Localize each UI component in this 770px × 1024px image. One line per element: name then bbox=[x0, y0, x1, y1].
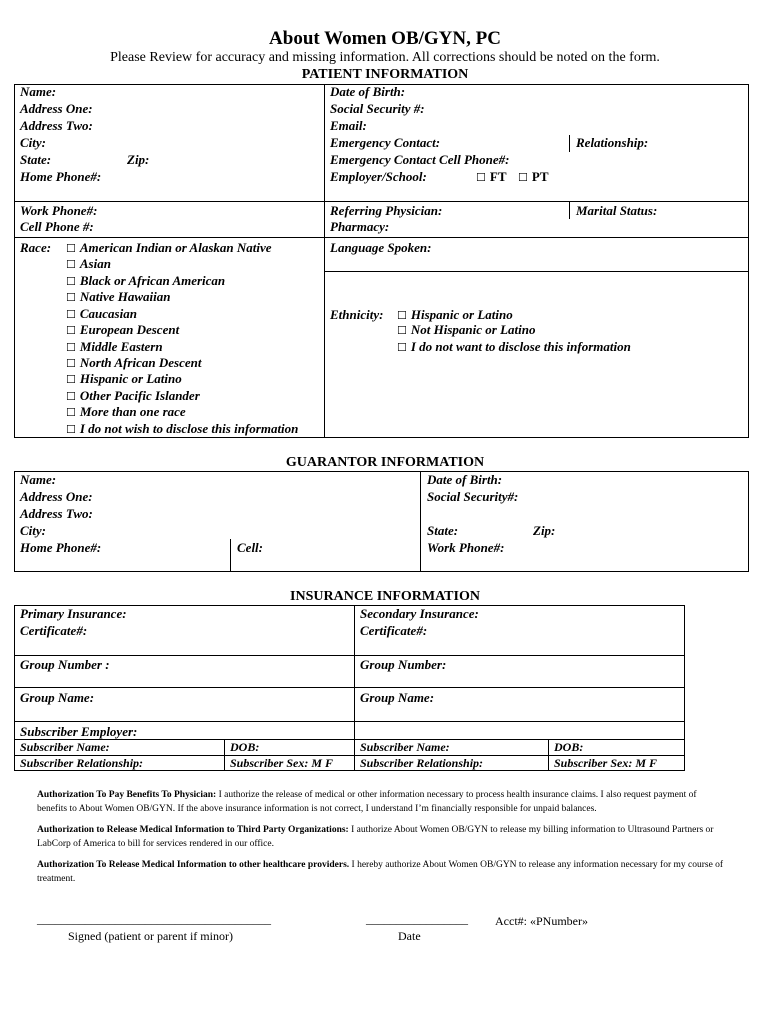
secondary-certificate-field[interactable]: Certificate#: bbox=[360, 623, 428, 638]
authorization-heading: Authorization to Release Medical Information to Third Party Organizations: bbox=[37, 825, 349, 835]
race-option[interactable]: ☐ North African Descent bbox=[66, 355, 201, 371]
authorization-heading: Authorization To Release Medical Information to other healthcare providers. bbox=[37, 860, 350, 870]
patient-email-field[interactable]: Email: bbox=[330, 118, 367, 133]
signature-label: Signed (patient or parent if minor) bbox=[68, 929, 233, 943]
guarantor-ssn-field[interactable]: Social Security#: bbox=[427, 489, 519, 504]
ethnicity-option[interactable]: ☐ Not Hispanic or Latino bbox=[397, 322, 535, 338]
secondary-subscriber-name-field[interactable]: Subscriber Name: bbox=[360, 740, 450, 754]
race-option[interactable]: ☐ American Indian or Alaskan Native bbox=[66, 240, 272, 256]
race-option[interactable]: ☐ European Descent bbox=[66, 322, 179, 338]
pharmacy-field[interactable]: Pharmacy: bbox=[330, 219, 390, 234]
pt-checkbox[interactable]: ☐ PT bbox=[518, 169, 549, 185]
account-number: Acct#: «PNumber» bbox=[495, 914, 588, 928]
patient-city-field[interactable]: City: bbox=[20, 135, 46, 150]
authorization-text: I authorize the release of medical or other information necessary to process health insurance claims. I also request payment of benefits to About Women OB/GYN. If the above insurance information is not correct, I understand I’m financially responsible for unpaid balances. bbox=[37, 790, 697, 814]
patient-section-title: PATIENT INFORMATION bbox=[301, 67, 469, 82]
race-option[interactable]: ☐ Middle Eastern bbox=[66, 339, 163, 355]
guarantor-address-two-field[interactable]: Address Two: bbox=[20, 506, 93, 521]
ethnicity-option[interactable]: ☐ I do not want to disclose this information bbox=[397, 339, 631, 355]
patient-zip-field[interactable]: Zip: bbox=[127, 152, 150, 167]
marital-status-field[interactable]: Marital Status: bbox=[576, 203, 658, 218]
patient-work-phone-field[interactable]: Work Phone#: bbox=[20, 203, 98, 218]
authorization-text: I authorize About Women OB/GYN to release my billing information to Ultrasound Partners or LabCorp of America to bill for services rendered in our office. bbox=[37, 825, 714, 849]
guarantor-section-title: GUARANTOR INFORMATION bbox=[285, 455, 485, 470]
emergency-contact-field[interactable]: Emergency Contact: bbox=[330, 135, 441, 150]
race-label: Race: bbox=[20, 240, 52, 255]
patient-address-one-field[interactable]: Address One: bbox=[20, 101, 93, 116]
secondary-group-number-field[interactable]: Group Number: bbox=[360, 657, 447, 672]
guarantor-state-field[interactable]: State: bbox=[427, 523, 459, 538]
employer-school-field[interactable]: Employer/School: bbox=[330, 169, 427, 184]
guarantor-work-phone-field[interactable]: Work Phone#: bbox=[427, 540, 505, 555]
page-title: About Women OB/GYN, PC bbox=[269, 28, 501, 49]
date-line[interactable]: _________________ bbox=[366, 912, 468, 926]
insurance-info-box bbox=[14, 605, 685, 771]
patient-ssn-field[interactable]: Social Security #: bbox=[330, 101, 425, 116]
race-option[interactable]: ☐ Native Hawaiian bbox=[66, 289, 171, 305]
race-option[interactable]: ☐ Black or African American bbox=[66, 273, 225, 289]
race-option[interactable]: ☐ Other Pacific Islander bbox=[66, 388, 200, 404]
referring-physician-field[interactable]: Referring Physician: bbox=[330, 203, 443, 218]
guarantor-info-box bbox=[14, 471, 749, 572]
ethnicity-label: Ethnicity: bbox=[330, 307, 384, 322]
secondary-group-name-field[interactable]: Group Name: bbox=[360, 690, 435, 705]
primary-group-number-field[interactable]: Group Number : bbox=[20, 657, 110, 672]
emergency-cell-field[interactable]: Emergency Contact Cell Phone#: bbox=[330, 152, 510, 167]
ft-checkbox[interactable]: ☐ FT bbox=[476, 169, 507, 185]
primary-insurance-field[interactable]: Primary Insurance: bbox=[20, 606, 127, 621]
guarantor-name-field[interactable]: Name: bbox=[20, 472, 57, 487]
authorization-healthcare-providers bbox=[37, 858, 727, 886]
patient-name-field[interactable]: Name: bbox=[20, 84, 57, 99]
insurance-section-title: INSURANCE INFORMATION bbox=[290, 589, 480, 604]
patient-cell-phone-field[interactable]: Cell Phone #: bbox=[20, 219, 94, 234]
ethnicity-option[interactable]: ☐ Hispanic or Latino bbox=[397, 307, 513, 323]
secondary-subscriber-dob-field[interactable]: DOB: bbox=[554, 740, 584, 754]
secondary-subscriber-relationship-field[interactable]: Subscriber Relationship: bbox=[360, 756, 484, 770]
authorization-heading: Authorization To Pay Benefits To Physician: bbox=[37, 790, 217, 800]
guarantor-address-one-field[interactable]: Address One: bbox=[20, 489, 93, 504]
race-option[interactable]: ☐ Hispanic or Latino bbox=[66, 371, 182, 387]
secondary-insurance-field[interactable]: Secondary Insurance: bbox=[360, 606, 479, 621]
date-label: Date bbox=[398, 929, 421, 943]
patient-home-phone-field[interactable]: Home Phone#: bbox=[20, 169, 102, 184]
primary-subscriber-name-field[interactable]: Subscriber Name: bbox=[20, 740, 110, 754]
race-option[interactable]: ☐ More than one race bbox=[66, 404, 186, 420]
guarantor-zip-field[interactable]: Zip: bbox=[533, 523, 556, 538]
language-spoken-field[interactable]: Language Spoken: bbox=[330, 240, 432, 255]
guarantor-dob-field[interactable]: Date of Birth: bbox=[427, 472, 503, 487]
page-subtitle: Please Review for accuracy and missing information. All corrections should be noted on the form. bbox=[110, 50, 660, 65]
authorization-text: I hereby authorize About Women OB/GYN to release any information necessary for my course of treatment. bbox=[37, 860, 724, 884]
subscriber-employer-field[interactable]: Subscriber Employer: bbox=[20, 724, 138, 739]
primary-subscriber-relationship-field[interactable]: Subscriber Relationship: bbox=[20, 756, 144, 770]
guarantor-home-phone-field[interactable]: Home Phone#: bbox=[20, 540, 102, 555]
authorization-third-party bbox=[37, 823, 727, 851]
primary-certificate-field[interactable]: Certificate#: bbox=[20, 623, 88, 638]
authorization-pay-benefits bbox=[37, 788, 727, 816]
relationship-field[interactable]: Relationship: bbox=[576, 135, 649, 150]
primary-subscriber-dob-field[interactable]: DOB: bbox=[230, 740, 260, 754]
signature-line[interactable]: _______________________________________ bbox=[37, 912, 271, 926]
guarantor-city-field[interactable]: City: bbox=[20, 523, 46, 538]
patient-address-two-field[interactable]: Address Two: bbox=[20, 118, 93, 133]
secondary-subscriber-sex-field[interactable]: Subscriber Sex: M F bbox=[554, 756, 658, 770]
primary-group-name-field[interactable]: Group Name: bbox=[20, 690, 95, 705]
patient-dob-field[interactable]: Date of Birth: bbox=[330, 84, 406, 99]
race-option[interactable]: ☐ I do not wish to disclose this information bbox=[66, 421, 298, 437]
primary-subscriber-sex-field[interactable]: Subscriber Sex: M F bbox=[230, 756, 334, 770]
race-option[interactable]: ☐ Asian bbox=[66, 256, 111, 272]
guarantor-cell-field[interactable]: Cell: bbox=[237, 540, 263, 555]
patient-state-field[interactable]: State: bbox=[20, 152, 52, 167]
race-option[interactable]: ☐ Caucasian bbox=[66, 306, 137, 322]
